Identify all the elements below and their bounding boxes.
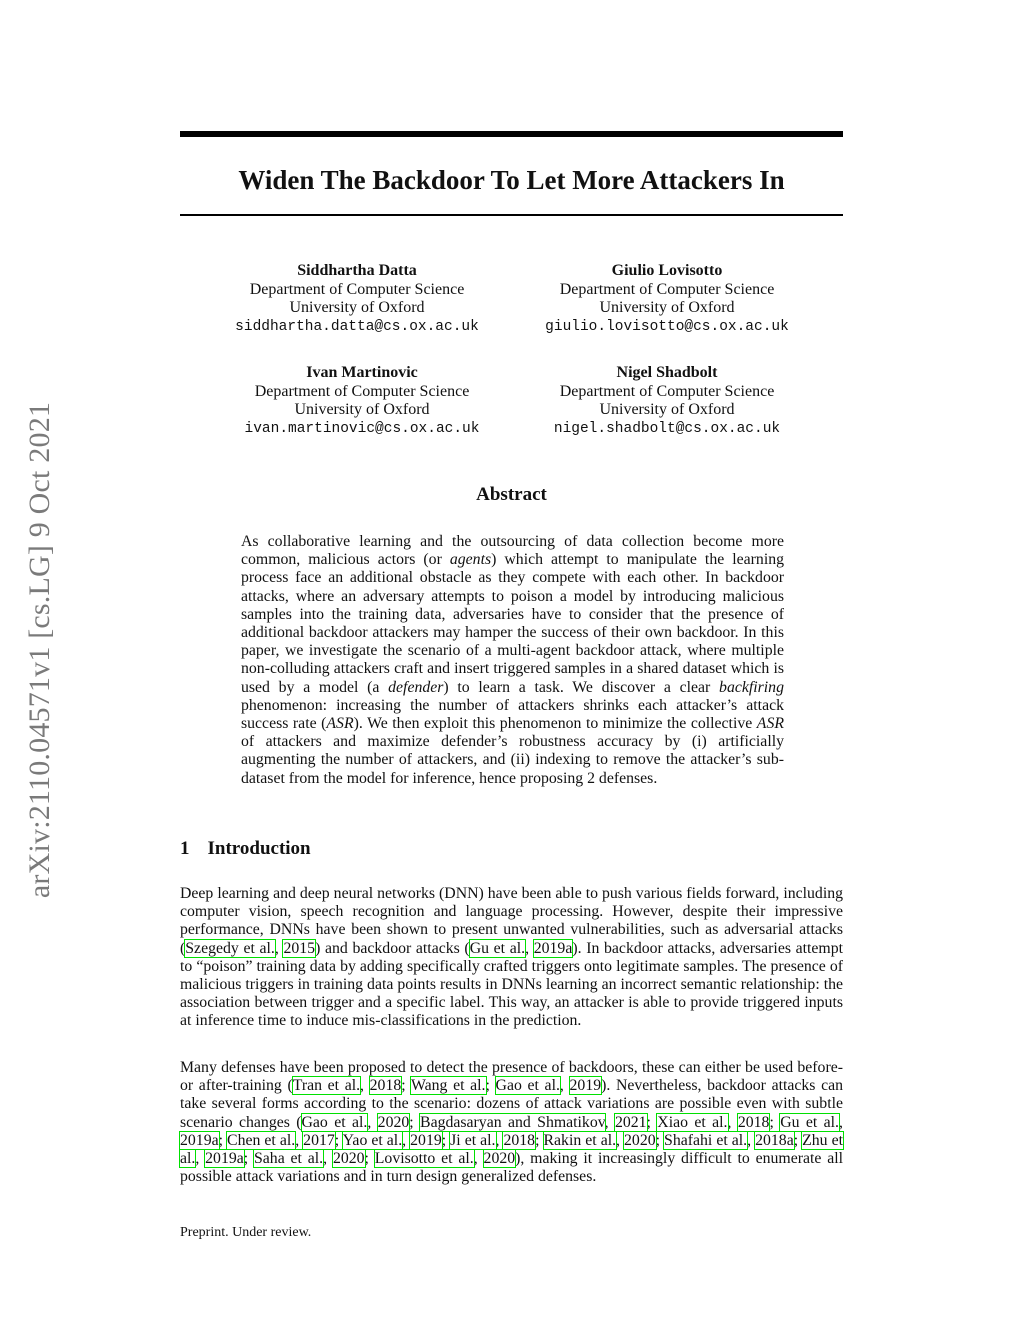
preprint-note: Preprint. Under review. <box>180 1225 312 1240</box>
citation-year-link[interactable]: 2020 <box>377 1113 410 1131</box>
citation-year-link[interactable]: 2019a <box>205 1150 244 1168</box>
author-block <box>202 364 522 438</box>
author-email[interactable]: siddhartha.datta@cs.ox.ac.uk <box>235 318 479 335</box>
citation-link[interactable]: Gu et al. <box>469 939 526 957</box>
citation-link[interactable]: Bagdasaryan and Shmatikov <box>420 1113 605 1131</box>
author-email[interactable]: nigel.shadbolt@cs.ox.ac.uk <box>553 420 781 437</box>
title-bottom-rule <box>180 214 843 216</box>
citation-year-link[interactable]: 2019 <box>569 1077 602 1095</box>
author-university: University of Oxford <box>599 299 735 316</box>
author-email[interactable]: giulio.lovisotto@cs.ox.ac.uk <box>545 318 789 335</box>
citation-year-link[interactable]: 2021 <box>614 1113 647 1131</box>
author-email[interactable]: ivan.martinovic@cs.ox.ac.uk <box>244 420 480 437</box>
intro-paragraph-2: Many defenses have been proposed to detect the presence of backdoors, these can either be used before- or after-training (Tran et al., 2018; Wang et al.; Gao et al., 2019). Nevertheless, backdoor attacks can take several forms according to the scenario: dozens of attack variations are possible even with subtle scenario changes (Gao et al., 2020; Bagdasaryan and Shmatikov, 2021; Xiao et al., 2018; Gu et al., 2019a; Chen et al., 2017; Yao et al., 2019; Ji et al., 2018; Rakin et al., 2020; Shafahi et al., 2018a; Zhu et al., 2019a; Saha et al., 2020; Lovisotto et al., 2020), making it increasingly difficult to enumerate all possible attack variations and in turn design generalized defenses. <box>180 1059 844 1186</box>
citation-link[interactable]: Lovisotto et al. <box>374 1150 474 1168</box>
citation-year-link[interactable]: 2020 <box>483 1150 516 1168</box>
citation-link[interactable]: Yao et al. <box>342 1131 403 1149</box>
citation-link[interactable]: Rakin et al. <box>543 1131 617 1149</box>
citation-year-link[interactable]: 2018 <box>369 1077 402 1095</box>
citation-link[interactable]: Tran et al. <box>292 1077 361 1095</box>
author-department: Department of Computer Science <box>254 382 470 400</box>
author-block <box>507 364 827 438</box>
author-department: Department of Computer Science <box>559 382 775 400</box>
citation-link[interactable]: Gu et al. <box>780 1113 840 1131</box>
author-name: Siddhartha Datta <box>297 262 417 279</box>
citation-year-link[interactable]: 2018 <box>737 1113 770 1131</box>
emphasis: backfiring <box>719 678 784 696</box>
citation-link[interactable]: Zhu et al. <box>180 1131 843 1168</box>
citation-link[interactable]: Wang et al. <box>411 1077 486 1095</box>
author-university: University of Oxford <box>599 401 735 418</box>
citation-year-link[interactable]: 2015 <box>283 939 316 957</box>
citation-year-link[interactable]: 2017 <box>303 1131 335 1149</box>
author-name: Giulio Lovisotto <box>611 262 723 279</box>
author-university: University of Oxford <box>289 299 425 316</box>
citation-year-link[interactable]: 2020 <box>332 1150 365 1168</box>
abstract-text: As collaborative learning and the outsourcing of data collection become more common, malicious actors (or agents) which attempt to manipulate the learning process face an additional obstacle as they compete with each other. In backdoor attacks, where an adversary attempts to poison a model by introducing malicious samples into the training data, adversaries have to consider that the presence of additional backdoor attackers may hamper the success of their own backdoor. In this paper, we investigate the scenario of a multi-agent backdoor attack, where multiple non-colluding attackers craft and insert triggered samples in a shared dataset which is used by a model (a defender) to learn a task. We discover a clear backfiring phenomenon: increasing the number of attackers shrinks each attacker’s attack success rate (ASR). We then exploit this phenomenon to minimize the collective ASR of attackers and maximize defender’s robustness accuracy by (i) artificially augmenting the number of attackers, and (ii) indexing to remove the attacker’s sub-dataset from the model for inference, hence proposing 2 defenses. <box>241 533 784 787</box>
citation-link[interactable]: Chen et al. <box>227 1131 296 1149</box>
author-block <box>197 262 517 336</box>
citation-year-link[interactable]: 2018a <box>755 1131 794 1149</box>
section-title: Introduction <box>207 838 311 859</box>
citation-link[interactable]: Szegedy et al. <box>185 939 275 957</box>
emphasis: ASR <box>756 715 784 733</box>
emphasis: ASR <box>326 715 354 733</box>
author-name: Nigel Shadbolt <box>616 364 718 381</box>
citation-year-link[interactable]: 2019a <box>180 1131 219 1149</box>
title-top-rule <box>180 131 843 137</box>
section-number: 1 <box>180 838 190 859</box>
citation-year-link[interactable]: 2020 <box>624 1131 656 1149</box>
citation-link[interactable]: Saha et al. <box>254 1150 324 1168</box>
citation-year-link[interactable]: 2019 <box>410 1131 442 1149</box>
author-name: Ivan Martinovic <box>306 364 418 381</box>
emphasis: agents <box>449 551 492 569</box>
citation-link[interactable]: Xiao et al. <box>657 1113 728 1131</box>
abstract-heading: Abstract <box>476 484 547 505</box>
arxiv-identifier: arXiv:2110.04571v1 [cs.LG] 9 Oct 2021 <box>23 401 56 899</box>
author-department: Department of Computer Science <box>559 280 775 298</box>
paper-title: Widen The Backdoor To Let More Attackers In <box>238 165 785 195</box>
intro-paragraph-1: Deep learning and deep neural networks (DNN) have been able to push various fields forward, including computer vision, speech recognition and language processing. However, despite their impressive performance, DNNs have been shown to present unwanted vulnerabilities, such as adversarial attacks (Szegedy et al., 2015) and backdoor attacks (Gu et al., 2019a). In backdoor attacks, adversaries attempt to “poison” training data by adding specifically crafted triggers onto legitimate samples. The presence of malicious triggers in training data points results in DNNs learning an incorrect semantic relationship: the association between trigger and a specific label. This way, an attacker is able to provide triggered inputs at inference time to induce mis-classifications in the prediction. <box>180 885 844 1030</box>
citation-link[interactable]: Shafahi et al. <box>664 1131 748 1149</box>
citation-link[interactable]: Gao et al. <box>301 1113 368 1131</box>
author-department: Department of Computer Science <box>249 280 465 298</box>
citation-link[interactable]: Gao et al. <box>495 1077 560 1095</box>
emphasis: defender <box>388 678 444 696</box>
author-block <box>507 262 827 336</box>
section-heading-introduction <box>180 838 311 860</box>
citation-link[interactable]: Ji et al. <box>450 1131 496 1149</box>
author-university: University of Oxford <box>294 401 430 418</box>
citation-year-link[interactable]: 2018 <box>503 1131 536 1149</box>
citation-year-link[interactable]: 2019a <box>533 939 573 957</box>
